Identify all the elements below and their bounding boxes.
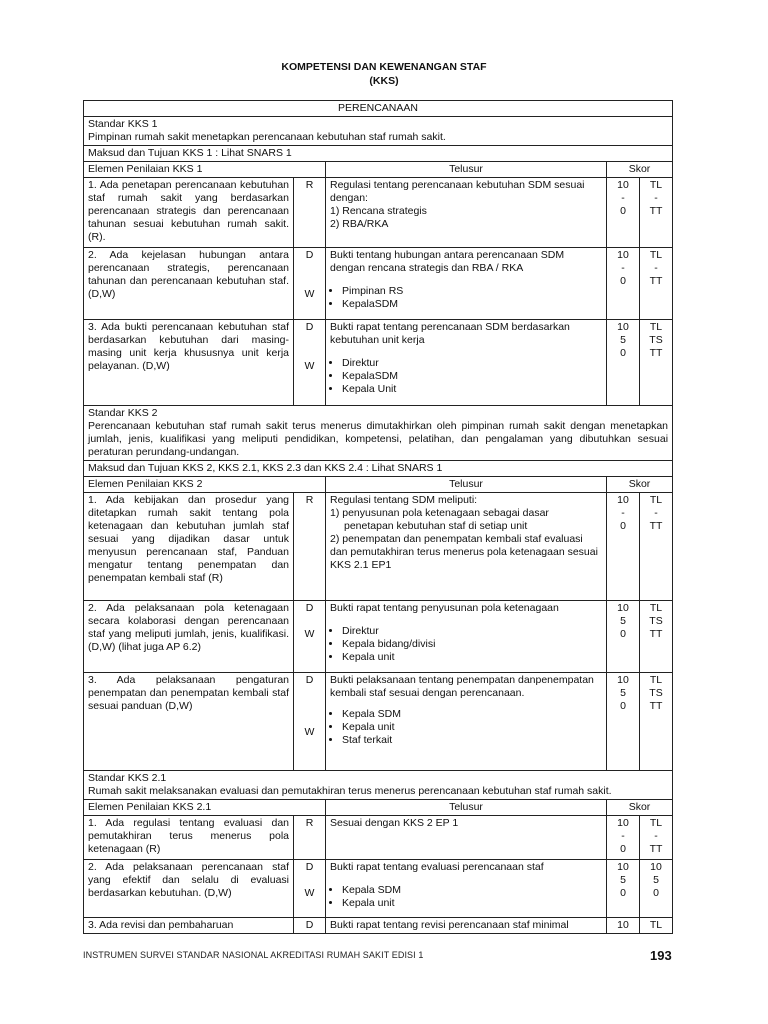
skor-level: TL TS TT <box>640 673 673 771</box>
header-telusur: Telusur <box>326 477 607 493</box>
code-value: D <box>305 321 314 333</box>
header-skor: Skor <box>607 162 673 178</box>
document-title <box>0 60 768 88</box>
ep-code: D <box>294 918 326 934</box>
code-value: W <box>304 628 315 640</box>
ep-text: 1. Ada penetapan perencanaan kebutuhan staf rumah sakit yang berdasarkan perencanaan strategis dan perencanaan tahunan sesuai kebutuhan rumah sakit. (R). <box>84 178 294 248</box>
standard-title: Standar KKS 1 <box>88 118 158 130</box>
bullet-item: • Kepala Unit <box>342 383 602 396</box>
bullet-item: • Kepala bidang/divisi <box>342 638 602 651</box>
standard-title: Standar KKS 2.1 <box>88 772 167 784</box>
standard-desc: Rumah sakit melaksanakan evaluasi dan pemutakhiran terus menerus perencanaan kebutuhan staf rumah sakit. <box>88 785 612 797</box>
ep-code <box>294 860 326 918</box>
bullet-list <box>330 357 602 396</box>
code-value: D <box>305 602 314 614</box>
code-value: D <box>305 249 314 261</box>
bullet-item: • Pimpinan RS <box>342 285 602 298</box>
bullet-item: • Kepala unit <box>342 897 602 910</box>
ep-text: 2. Ada kejelasan hubungan antara perencanaan strategis, perencanaan tahunan dan perencanaan kebutuhan staf. (D,W) <box>84 248 294 320</box>
ep-code <box>294 320 326 406</box>
ep-code <box>294 493 326 601</box>
skor-level: TL - TT <box>640 816 673 860</box>
standard-block-kks1 <box>84 117 673 146</box>
standard-block-kks21 <box>84 771 673 800</box>
telusur-text: Regulasi tentang SDM meliputi: <box>330 494 478 506</box>
header-elemen: Elemen Penilaian KKS 2 <box>84 477 326 493</box>
bullet-item: • KepalaSDM <box>342 298 602 311</box>
bullet-item: • Kepala unit <box>342 651 602 664</box>
maksud-tujuan: Maksud dan Tujuan KKS 1 : Lihat SNARS 1 <box>84 146 673 162</box>
ep-code <box>294 816 326 860</box>
ep-text: 3. Ada revisi dan pembaharuan <box>84 918 294 934</box>
skor-level: TL TS TT <box>640 601 673 673</box>
ep-code <box>294 673 326 771</box>
footer-text: INSTRUMEN SURVEI STANDAR NASIONAL AKREDITASI RUMAH SAKIT EDISI 1 <box>83 950 424 960</box>
bullet-list <box>330 884 602 910</box>
code-value: R <box>305 817 314 829</box>
code-value: W <box>304 726 315 738</box>
ep-text: 3. Ada pelaksanaan pengaturan penempatan dan penempatan kembali staf sesuai panduan (D,W) <box>84 673 294 771</box>
bullet-item: • Direktur <box>342 357 602 370</box>
code-value: D <box>305 861 314 873</box>
telusur-cell <box>326 178 607 248</box>
telusur-cell <box>326 601 607 673</box>
kks-table <box>83 100 673 934</box>
title-line-1: KOMPETENSI DAN KEWENANGAN STAF <box>281 61 487 73</box>
skor-level: TL TS TT <box>640 320 673 406</box>
telusur-sub: 2) penempatan dan penempatan kembali staf evaluasi dan pemutakhiran terus menerus pola ketenagaan sesuai KKS 2.1 EP1 <box>330 533 598 571</box>
bullet-list <box>330 625 602 664</box>
telusur-text: Bukti rapat tentang evaluasi perencanaan staf <box>330 861 544 873</box>
telusur-cell <box>326 320 607 406</box>
telusur-text: Bukti rapat tentang perencanaan SDM berdasarkan kebutuhan unit kerja <box>330 321 570 346</box>
ep-text: 2. Ada pelaksanaan pola ketenagaan secara kolaborasi dengan perencanaan staf yang meliputi jumlah, jenis, kualifikasi. (D,W) (lihat juga AP 6.2) <box>84 601 294 673</box>
ep-text: 3. Ada bukti perencanaan kebutuhan staf berdasarkan kebutuhan dari masing-masing unit kerja khususnya unit kerja pelayanan. (D,W) <box>84 320 294 406</box>
telusur-sub: 2) RBA/RKA <box>330 218 389 230</box>
ep-code <box>294 178 326 248</box>
telusur-text: Sesuai dengan KKS 2 EP 1 <box>330 817 459 829</box>
code-value: W <box>304 288 315 300</box>
bullet-item: • Direktur <box>342 625 602 638</box>
skor-value: 10 5 0 <box>607 601 640 673</box>
telusur-cell <box>326 493 607 601</box>
telusur-text: Bukti pelaksanaan tentang penempatan danpenempatan kembali staf sesuai dengan perencanaan. <box>330 674 594 699</box>
skor-level: TL - TT <box>640 178 673 248</box>
header-elemen: Elemen Penilaian KKS 1 <box>84 162 326 178</box>
skor-value: 10 <box>607 918 640 934</box>
code-value: W <box>304 360 315 372</box>
telusur-sub: 1) Rencana strategis <box>330 205 427 217</box>
skor-value: 10 - 0 <box>607 248 640 320</box>
bullet-item: • Kepala SDM <box>342 884 602 897</box>
telusur-sub: 1) penyusunan pola ketenagaan sebagai dasar <box>330 507 549 519</box>
page-number: 193 <box>650 948 672 963</box>
code-value: R <box>305 494 314 506</box>
telusur-text: Bukti rapat tentang revisi perencanaan staf minimal <box>326 918 607 934</box>
skor-value: 10 5 0 <box>607 860 640 918</box>
header-skor: Skor <box>607 800 673 816</box>
standard-desc: Pimpinan rumah sakit menetapkan perencanaan kebutuhan staf rumah sakit. <box>88 131 446 143</box>
skor-value: 10 - 0 <box>607 493 640 601</box>
bullet-item: • Kepala unit <box>342 721 602 734</box>
header-telusur: Telusur <box>326 800 607 816</box>
section-header: PERENCANAAN <box>84 101 673 117</box>
bullet-item: • KepalaSDM <box>342 370 602 383</box>
header-elemen: Elemen Penilaian KKS 2.1 <box>84 800 326 816</box>
skor-level: TL <box>640 918 673 934</box>
telusur-cell <box>326 816 607 860</box>
code-value: W <box>304 887 315 899</box>
code-value: R <box>305 179 314 191</box>
skor-level: TL - TT <box>640 493 673 601</box>
ep-code <box>294 248 326 320</box>
skor-value: 10 5 0 <box>607 673 640 771</box>
ep-text: 2. Ada pelaksanaan perencanaan staf yang efektif dan selalu di evaluasi berdasarkan kebutuhan. (D,W) <box>84 860 294 918</box>
telusur-cell <box>326 673 607 771</box>
telusur-text: Regulasi tentang perencanaan kebutuhan SDM sesuai dengan: <box>330 179 585 204</box>
ep-text: 1. Ada regulasi tentang evaluasi dan pemutakhiran terus menerus pola ketenagaan (R) <box>84 816 294 860</box>
ep-code <box>294 601 326 673</box>
standard-block-kks2 <box>84 406 673 461</box>
header-skor: Skor <box>607 477 673 493</box>
standard-desc: Perencanaan kebutuhan staf rumah sakit terus menerus dimutakhirkan oleh pimpinan rumah sakit dengan menetapkan jumlah, jenis, kualifikasi yang meliputi pendidikan, kompetensi, pelatihan, dan pengalaman yang dibutuhkan sesuai peraturan perundang-undangan. <box>88 420 669 458</box>
title-line-2: (KKS) <box>369 75 399 87</box>
telusur-text: Bukti tentang hubungan antara perencanaan SDM dengan rencana strategis dan RBA / RKA <box>330 249 565 274</box>
telusur-sub: penetapan kebutuhan staf di setiap unit <box>344 520 528 532</box>
bullet-list <box>330 285 602 311</box>
ep-text: 1. Ada kebijakan dan prosedur yang ditetapkan rumah sakit tentang pola ketenagaan dan kebutuhan jumlah staf sesuai yang dijadikan dasar untuk menyusun perencanaan staf, Panduan mengatur tentang penempatan dan penempatan kembali staf (R) <box>84 493 294 601</box>
telusur-cell <box>326 248 607 320</box>
telusur-cell <box>326 860 607 918</box>
skor-level: TL - TT <box>640 248 673 320</box>
bullet-list <box>330 708 602 747</box>
skor-value: 10 - 0 <box>607 816 640 860</box>
code-value: D <box>305 674 314 686</box>
bullet-item: • Staf terkait <box>342 734 602 747</box>
telusur-text: Bukti rapat tentang penyusunan pola ketenagaan <box>330 602 559 614</box>
bullet-item: • Kepala SDM <box>342 708 602 721</box>
maksud-tujuan: Maksud dan Tujuan KKS 2, KKS 2.1, KKS 2.3 dan KKS 2.4 : Lihat SNARS 1 <box>84 461 673 477</box>
skor-value: 10 5 0 <box>607 320 640 406</box>
header-telusur: Telusur <box>326 162 607 178</box>
standard-title: Standar KKS 2 <box>88 407 158 419</box>
skor-value: 10 - 0 <box>607 178 640 248</box>
skor-level: 10 5 0 <box>640 860 673 918</box>
